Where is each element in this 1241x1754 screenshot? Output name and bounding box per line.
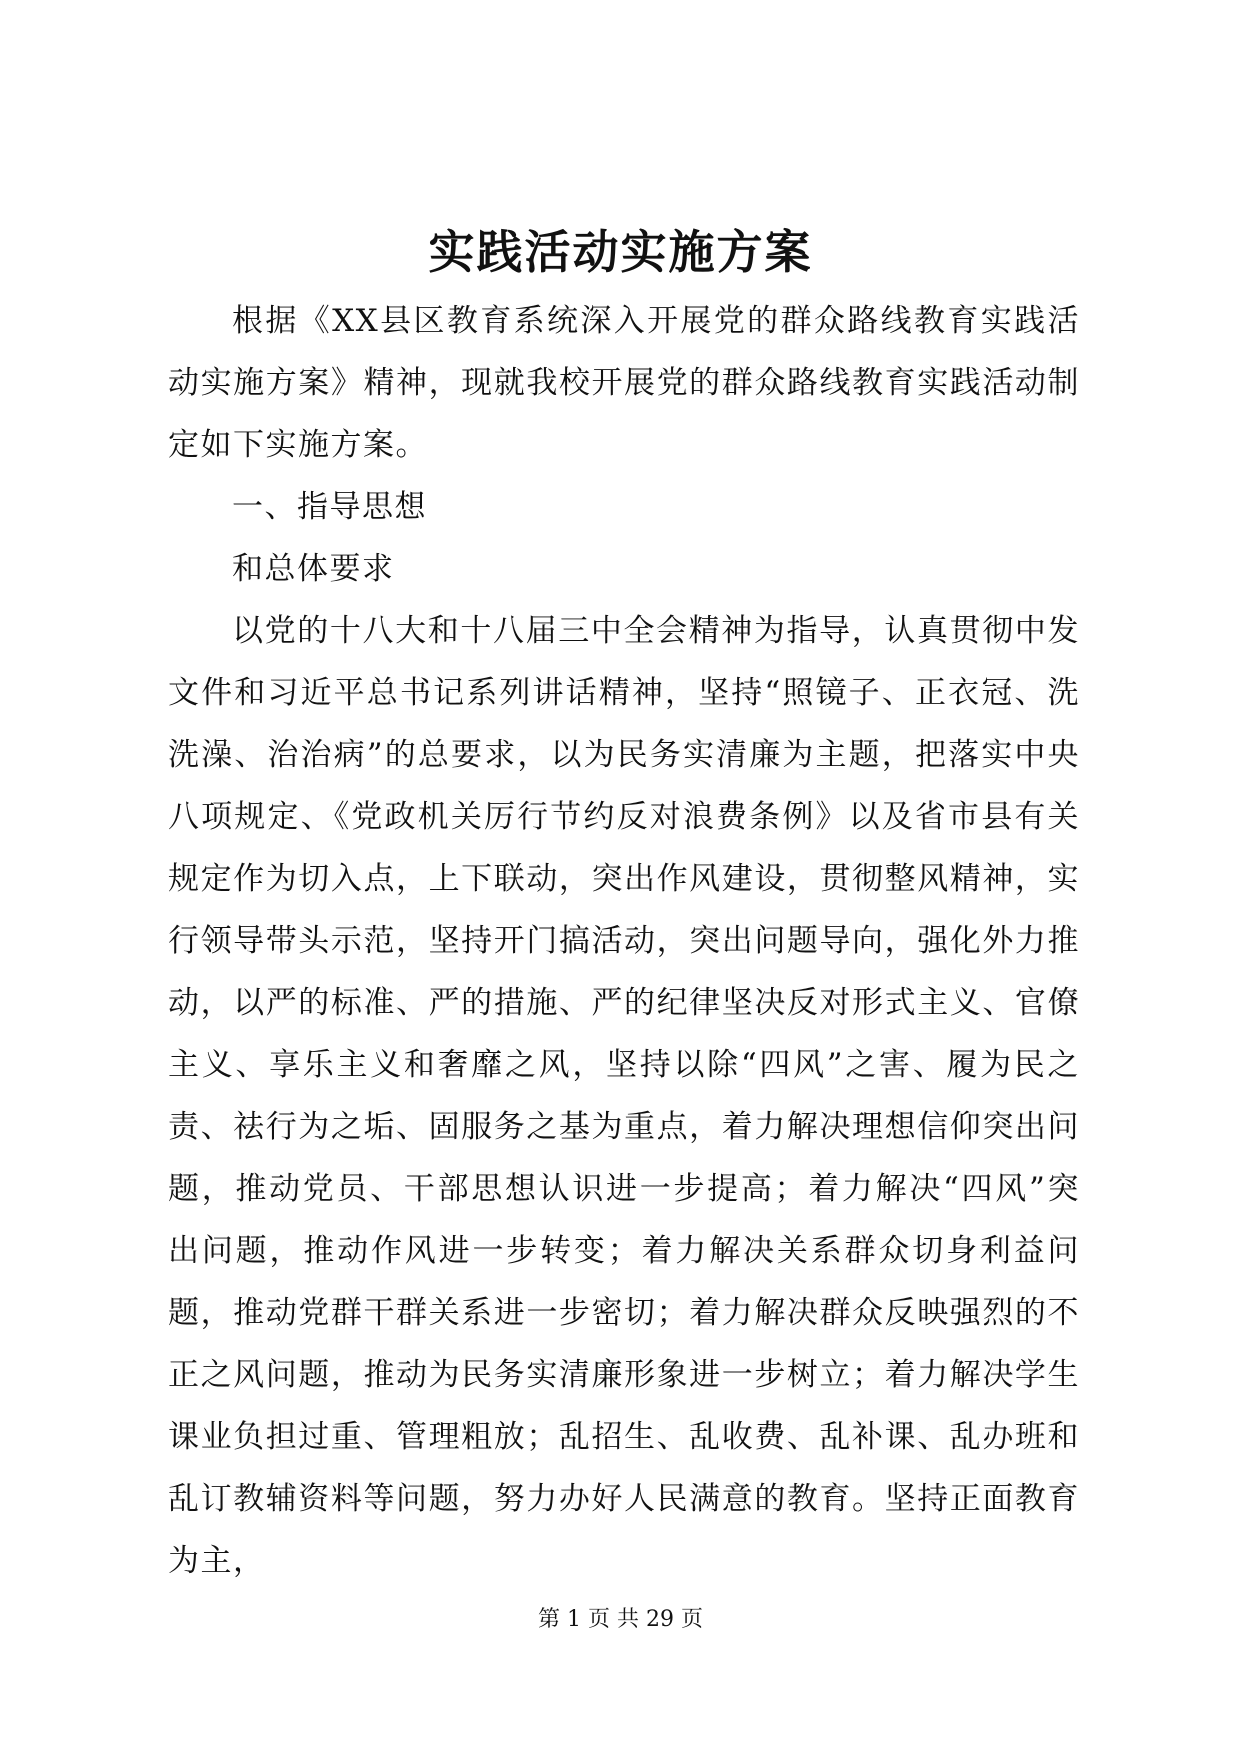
paragraph-intro: 根据《XX县区教育系统深入开展党的群众路线教育实践活动实施方案》精神，现就我校开展党的群众路线教育实践活动制定如下实施方案。 — [168, 303, 1080, 463]
section-heading-overall-requirements: 和总体要求 — [232, 551, 395, 587]
paragraph-guiding-ideology-body: 以党的十八大和十八届三中全会精神为指导，认真贯彻中发文件和习近平总书记系列讲话精神，坚持“照镜子、正衣冠、洗洗澡、治治病”的总要求，以为民务实清廉为主题，把落实中央八项规定、《党政机关厉行节约反对浪费条例》以及省市县有关规定作为切入点，上下联动，突出作风建设，贯彻整风精神，实行领导带头示范，坚持开门搞活动，突出问题导向，强化外力推动，以严的标准、严的措施、严的纪律坚决反对形式主义、官僚主义、享乐主义和奢靡之风，坚持以除“四风”之害、履为民之责、祛行为之垢、固服务之基为重点，着力解决理想信仰突出问题，推动党员、干部思想认识进一步提高；着力解决“四风”突出问题，推动作风进一步转变；着力解决关系群众切身利益问题，推动党群干群关系进一步密切；着力解决群众反映强烈的不正之风问题，推动为民务实清廉形象进一步树立；着力解决学生课业负担过重、管理粗放；乱招生、乱收费、乱补课、乱办班和乱订教辅资料等问题，努力办好人民满意的教育。坚持正面教育为主， — [168, 613, 1080, 1579]
page-footer: 第 1 页 共 29 页 — [538, 1607, 703, 1632]
document-title: 实践活动实施方案 — [428, 225, 813, 279]
document-body — [168, 290, 1080, 1592]
section-heading-guiding-ideology: 一、指导思想 — [232, 489, 427, 525]
